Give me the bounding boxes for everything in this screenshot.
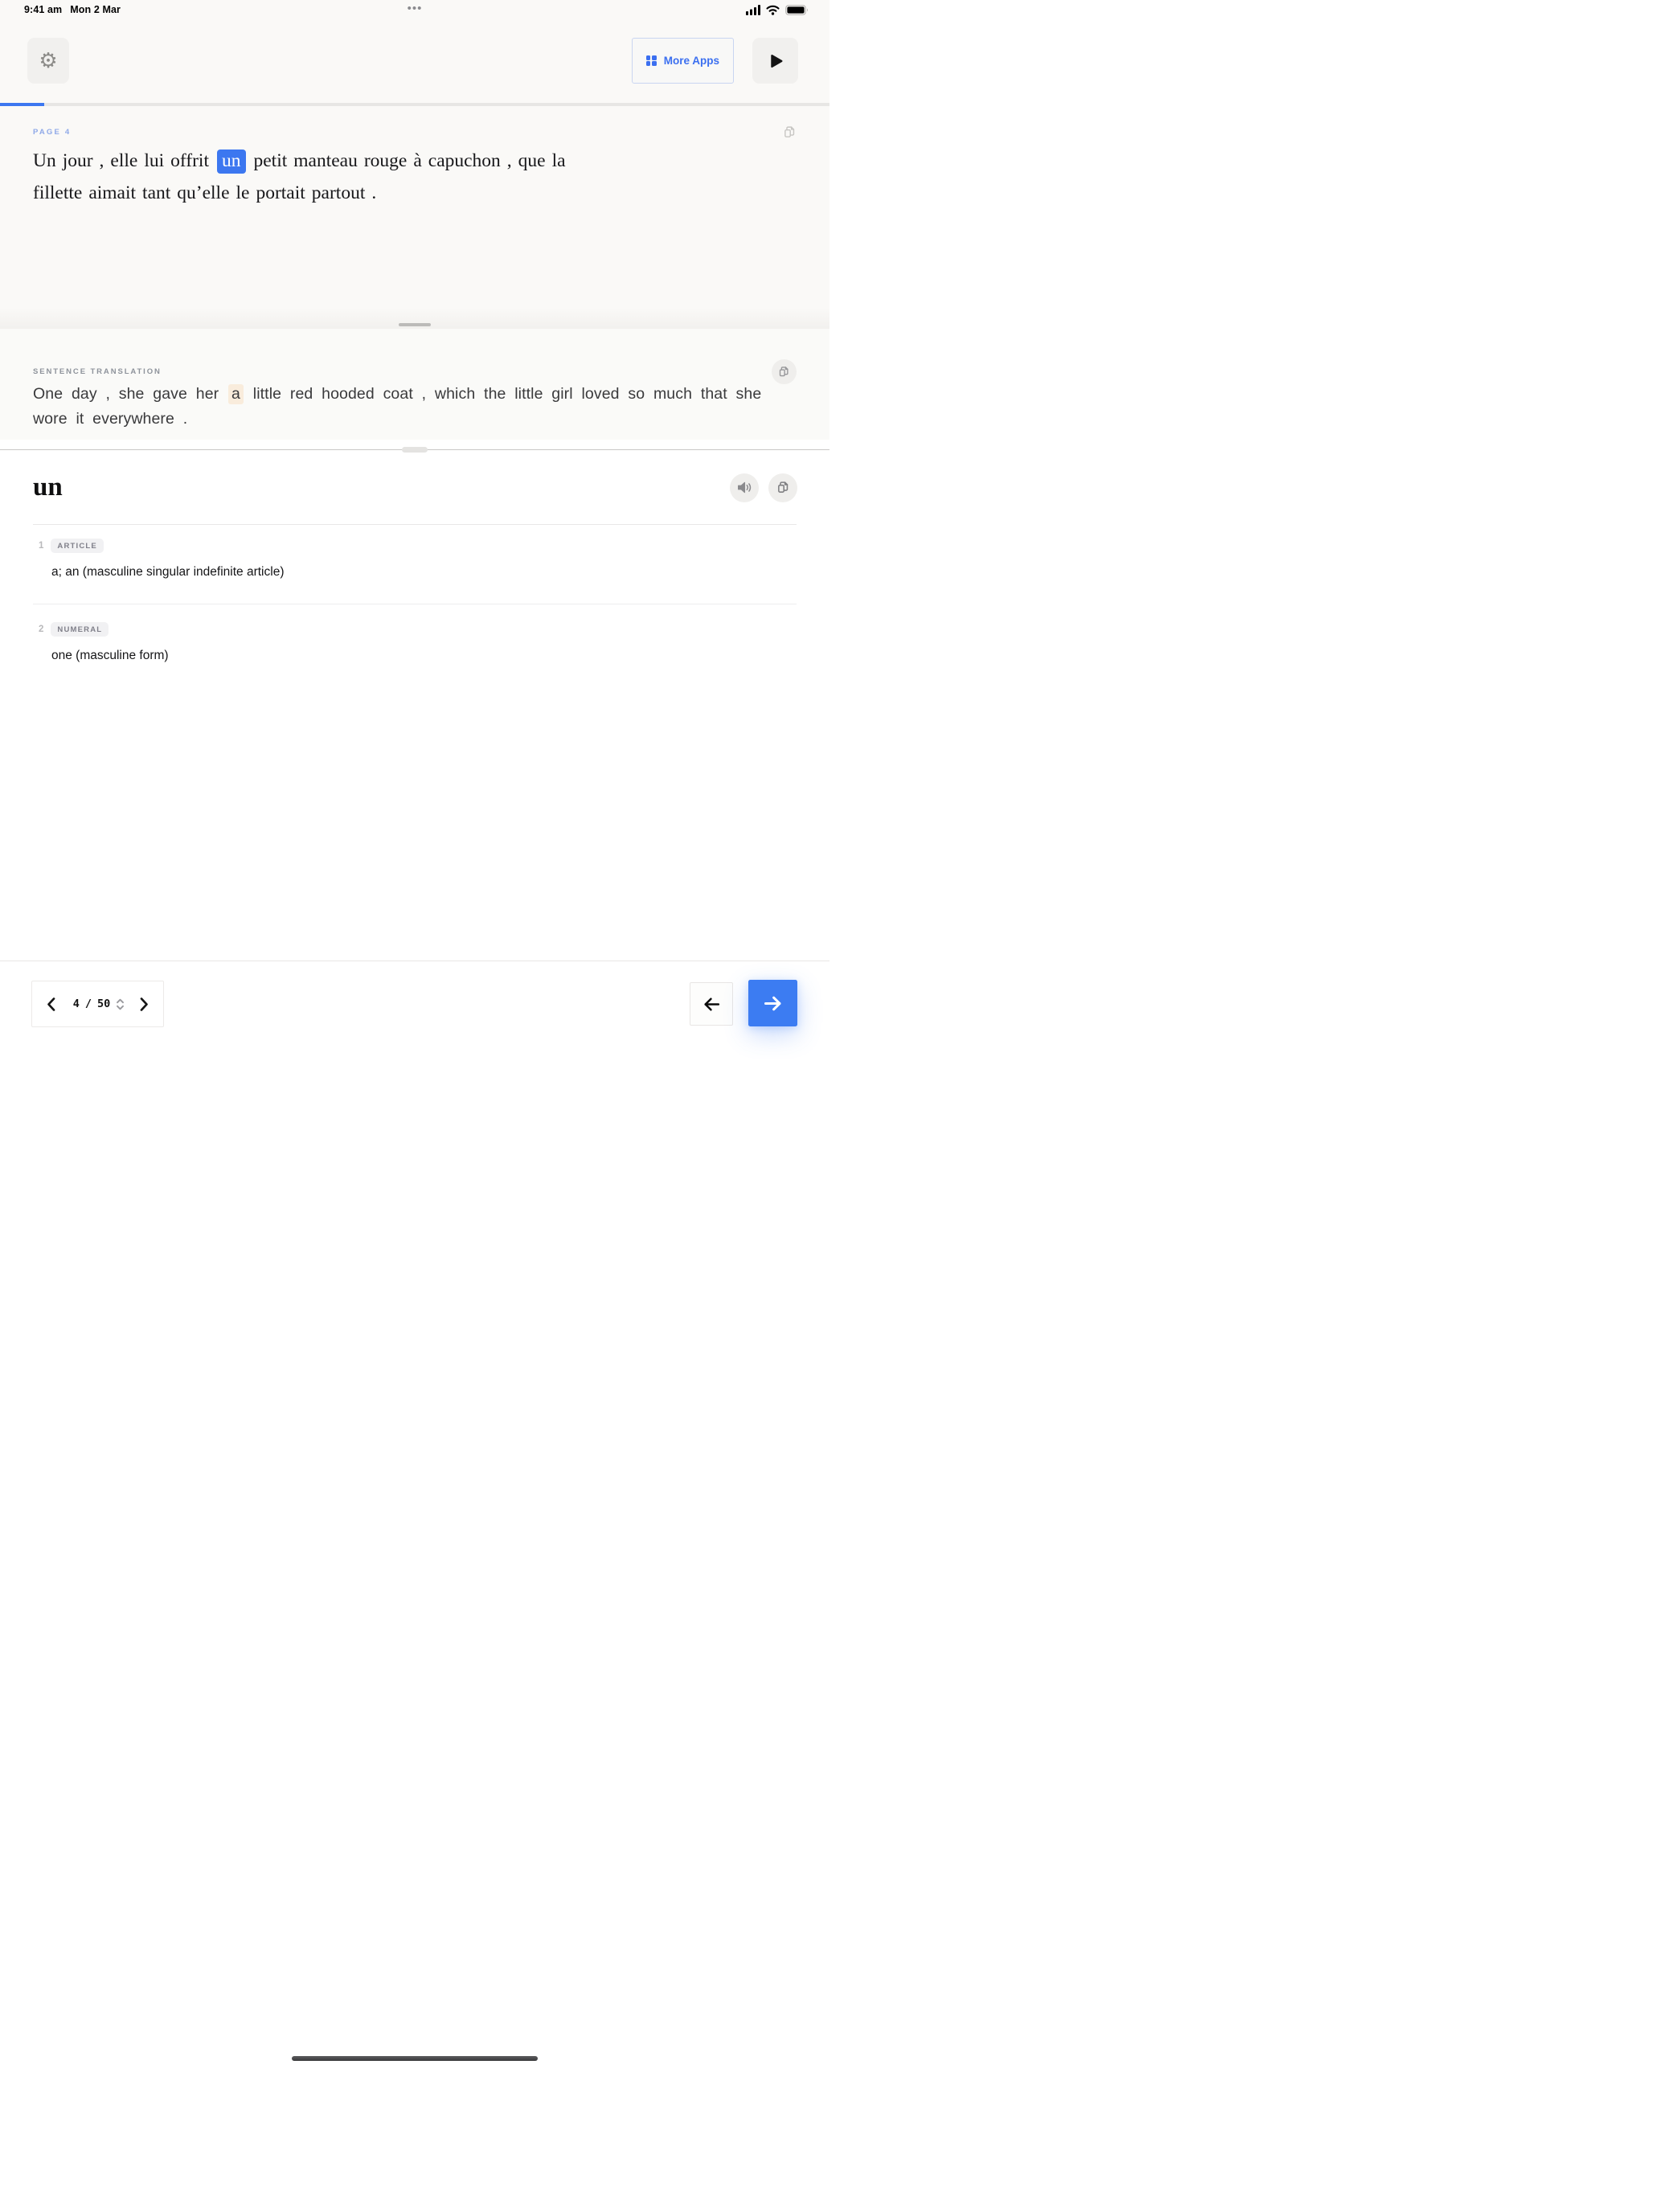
translation-label: SENTENCE TRANSLATION xyxy=(33,367,162,376)
current-page[interactable]: 4 xyxy=(72,997,80,1010)
settings-button[interactable] xyxy=(27,38,69,84)
toolbar-right xyxy=(632,38,798,84)
page-separator: / xyxy=(84,997,92,1010)
chevron-left-icon xyxy=(46,997,56,1012)
sentence-post-line1[interactable]: petit manteau rouge à capuchon , que la xyxy=(253,150,566,171)
wifi-icon xyxy=(766,5,780,15)
headword-rule xyxy=(33,524,797,525)
reading-progress-fill xyxy=(0,103,44,106)
status-time: 9:41 am xyxy=(24,4,63,15)
copy-icon xyxy=(776,481,790,494)
definition-text: one (masculine form) xyxy=(51,649,169,662)
total-pages: 50 xyxy=(97,997,111,1010)
definition-text: a; an (masculine singular indefinite article) xyxy=(51,565,285,579)
bottom-bar xyxy=(0,961,830,1106)
page-pager xyxy=(31,981,164,1027)
previous-sentence-button[interactable] xyxy=(690,982,733,1026)
more-apps-label: More Apps xyxy=(663,55,719,67)
translation-post-line2: wore it everywhere . xyxy=(33,410,188,428)
translated-sentence xyxy=(33,382,813,432)
gear-icon: ⚙ xyxy=(39,48,58,73)
status-icons xyxy=(746,5,809,15)
status-bar xyxy=(0,0,830,23)
stepper-up-down-icon xyxy=(116,997,125,1011)
dictionary-drag-handle[interactable] xyxy=(402,447,428,453)
play-audio-button[interactable] xyxy=(752,38,798,84)
play-icon xyxy=(767,52,784,70)
dictionary-panel xyxy=(0,440,830,961)
speaker-icon xyxy=(737,481,752,494)
definition-1-header xyxy=(39,539,104,553)
headword-buttons xyxy=(730,473,797,502)
source-sentence[interactable] xyxy=(33,145,813,209)
copy-word-button[interactable] xyxy=(768,473,797,502)
status-date: Mon 2 Mar xyxy=(70,4,121,15)
part-of-speech-badge: NUMERAL xyxy=(51,622,109,637)
page-number-label: PAGE 4 xyxy=(33,128,72,137)
copy-icon xyxy=(783,125,797,139)
translation-post-line1: little red hooded coat , which the little girl loved so much that she xyxy=(252,385,762,403)
home-indicator[interactable] xyxy=(292,2056,538,2061)
previous-page-button[interactable] xyxy=(46,997,56,1012)
more-apps-button[interactable] xyxy=(632,38,734,84)
selected-word-highlight[interactable]: un xyxy=(217,150,246,174)
sentence-pre[interactable]: Un jour , elle lui offrit xyxy=(33,150,209,171)
battery-icon xyxy=(785,5,809,15)
page-header-row xyxy=(33,125,797,139)
next-sentence-button[interactable] xyxy=(748,980,797,1026)
reading-progress-bar[interactable] xyxy=(0,103,830,106)
toolbar xyxy=(27,38,798,84)
definition-2-header xyxy=(39,622,109,637)
page-indicator xyxy=(56,997,139,1011)
definition-number: 2 xyxy=(39,625,44,634)
page-stepper[interactable] xyxy=(116,997,125,1011)
arrow-left-icon xyxy=(702,994,722,1014)
panel-drag-handle[interactable] xyxy=(399,323,431,327)
chevron-right-icon xyxy=(139,997,150,1012)
next-page-button[interactable] xyxy=(139,997,150,1012)
copy-icon xyxy=(778,366,790,378)
arrow-right-icon xyxy=(762,993,784,1014)
cellular-signal-icon xyxy=(746,5,760,15)
translated-word-highlight: a xyxy=(228,384,244,404)
definition-number: 1 xyxy=(39,541,44,551)
sentence-post-line2[interactable]: fillette aimait tant qu’elle le portait partout . xyxy=(33,182,377,203)
headword-row xyxy=(33,473,797,502)
headword: un xyxy=(33,473,63,502)
multitask-ellipsis-icon[interactable]: ••• xyxy=(407,2,423,15)
copy-sentence-button[interactable] xyxy=(783,125,797,139)
part-of-speech-badge: ARTICLE xyxy=(51,539,104,553)
copy-translation-button[interactable] xyxy=(772,359,797,384)
apps-grid-icon xyxy=(646,55,657,66)
translation-pre: One day , she gave her xyxy=(33,385,219,403)
pronounce-button[interactable] xyxy=(730,473,759,502)
page-section xyxy=(0,106,830,329)
translation-header-row xyxy=(33,359,797,384)
translation-section xyxy=(0,329,830,440)
app-screen xyxy=(0,0,830,1106)
